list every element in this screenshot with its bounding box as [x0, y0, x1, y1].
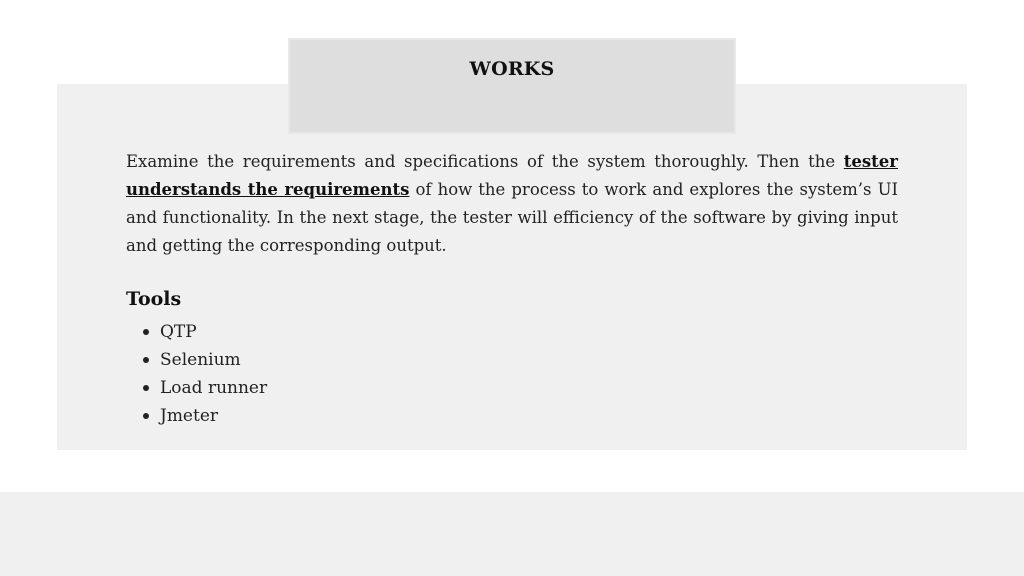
tool-label: Jmeter — [160, 406, 219, 426]
paragraph-text-end: of how the process to work and explores the system’s UI and functionality. In the next stage, the tester will efficiency of the software by giving input and getting the corresponding output. — [126, 180, 898, 255]
footer-band — [0, 492, 1024, 576]
description-paragraph — [126, 148, 898, 260]
tool-item-load-runner — [126, 374, 267, 402]
paragraph-text-start: Examine the requirements and specifications of the system thoroughly. Then the — [126, 152, 844, 171]
bullet-icon — [143, 385, 149, 391]
tools-list — [126, 318, 267, 430]
tool-item-selenium — [126, 346, 267, 374]
tool-item-jmeter — [126, 402, 267, 430]
tools-heading: Tools — [126, 288, 182, 310]
tool-item-qtp — [126, 318, 267, 346]
page-title: WORKS — [469, 58, 555, 80]
tool-label: Load runner — [160, 378, 268, 398]
bullet-icon — [143, 329, 149, 335]
tool-label: QTP — [160, 322, 197, 342]
requirements-link[interactable]: tester understands the requirements — [126, 152, 898, 199]
tool-label: Selenium — [160, 350, 241, 370]
title-box — [288, 38, 736, 134]
bullet-icon — [143, 413, 149, 419]
bullet-icon — [143, 357, 149, 363]
